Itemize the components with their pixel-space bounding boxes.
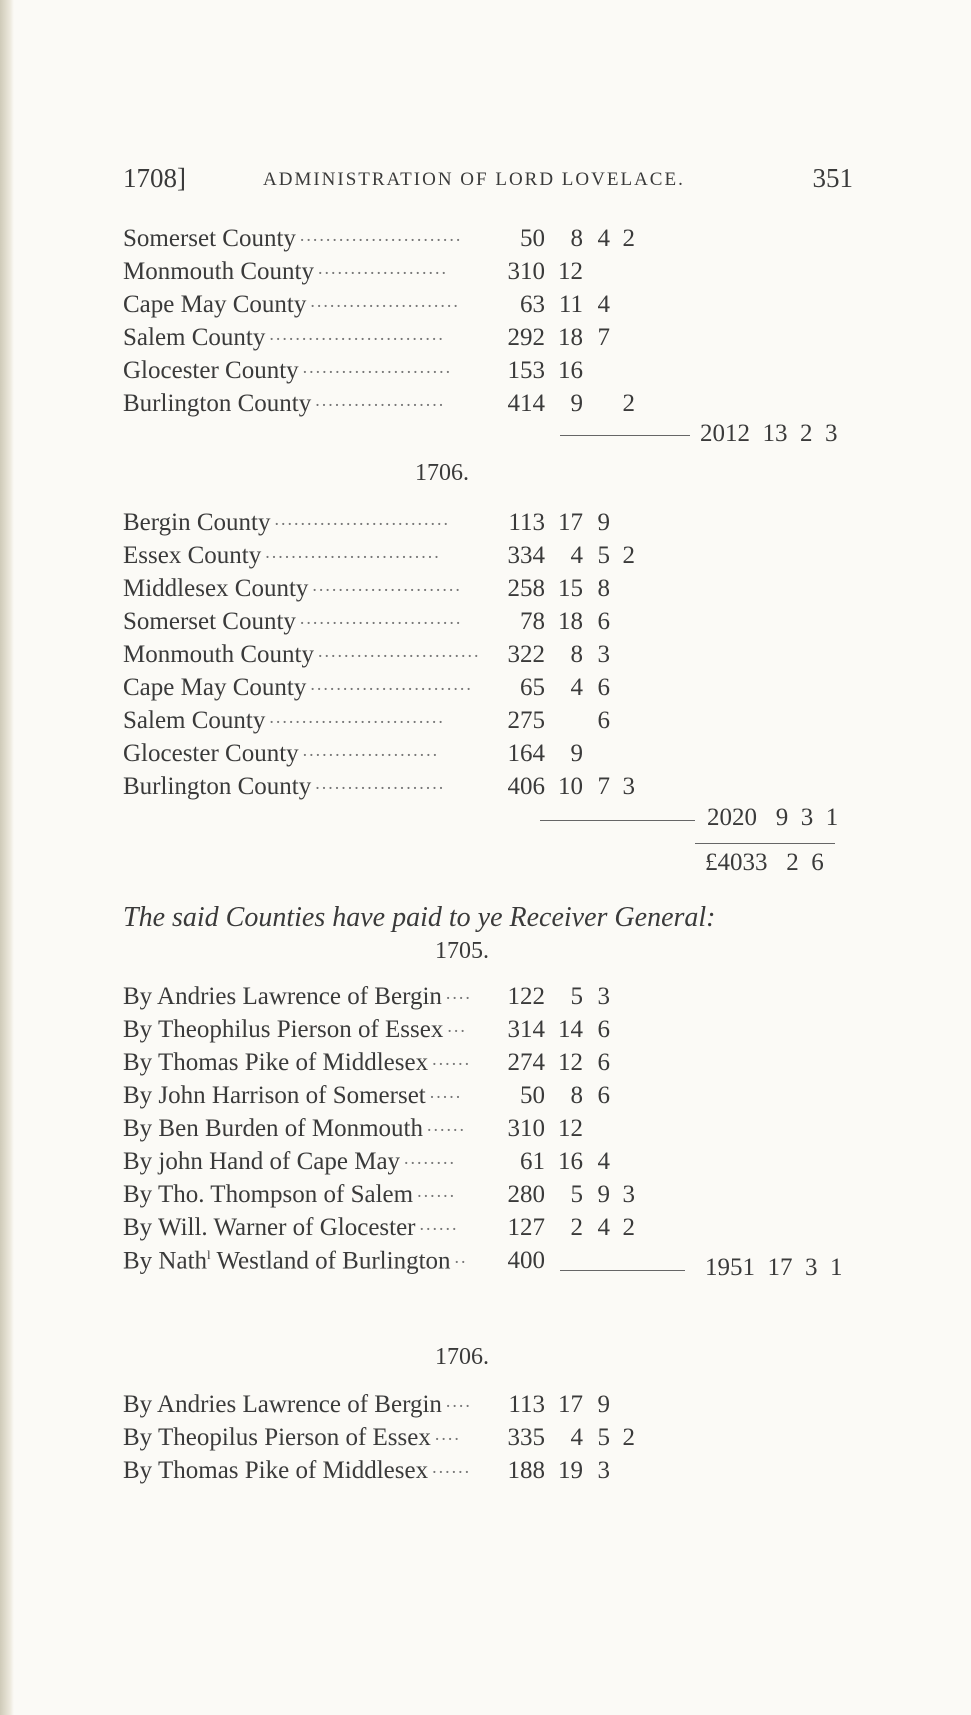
row-name-superscript: l: [207, 1247, 211, 1262]
pence-value: 9: [597, 1391, 610, 1418]
shillings-value: 5: [570, 983, 583, 1010]
header-title: ADMINISTRATION OF LORD LOVELACE.: [263, 169, 685, 190]
leader-dots: .......................: [302, 357, 453, 377]
grand-total-pounds: £4033: [705, 849, 768, 876]
pence-value: 4: [597, 1214, 610, 1241]
pounds-value: 310: [507, 1115, 545, 1142]
shillings-value: 4: [570, 1424, 583, 1451]
leader-dots: ....................: [315, 773, 446, 793]
pence-value: 6: [597, 608, 610, 635]
pence-value: 7: [597, 773, 610, 800]
subtotal-rule: [540, 820, 695, 821]
total-pence: 3: [800, 804, 814, 831]
row-name: Glocester County: [123, 740, 299, 767]
fraction-value: 2: [622, 225, 635, 252]
leader-dots: ....................: [315, 390, 446, 410]
pence-value: 6: [597, 674, 610, 701]
shillings-value: 5: [570, 1181, 583, 1208]
row-name: Middlesex County: [123, 575, 309, 602]
pounds-value: 78: [520, 608, 545, 635]
leader-dots: .....: [429, 1082, 463, 1102]
leader-dots: ....: [434, 1424, 461, 1444]
shillings-value: 12: [558, 1115, 583, 1142]
row-name: Somerset County: [123, 608, 296, 635]
leader-dots: ........: [404, 1148, 457, 1168]
fraction-value: 3: [622, 773, 635, 800]
row-name: By Andries Lawrence of Bergin: [123, 1391, 442, 1418]
row-name: Salem County: [123, 324, 266, 351]
pence-value: 6: [597, 1016, 610, 1043]
shillings-value: 8: [570, 641, 583, 668]
pounds-value: 275: [507, 707, 545, 734]
row-name: Burlington County: [123, 773, 312, 800]
pounds-value: 400: [507, 1247, 545, 1274]
row-name: By Thomas Pike of Middlesex: [123, 1049, 429, 1076]
row-name: By Thomas Pike of Middlesex: [123, 1457, 429, 1484]
row-name: By Theophilus Pierson of Essex: [123, 1016, 444, 1043]
row-name: By Theopilus Pierson of Essex: [123, 1424, 431, 1451]
pounds-value: 113: [508, 1391, 545, 1418]
shillings-value: 12: [558, 258, 583, 285]
fraction-value: 2: [622, 1214, 635, 1241]
grand-total: [705, 849, 824, 877]
shillings-value: 8: [570, 1082, 583, 1109]
pence-value: 5: [597, 542, 610, 569]
leader-dots: ...: [447, 1016, 467, 1036]
pence-value: 3: [597, 983, 610, 1010]
leader-dots: ..: [454, 1247, 468, 1267]
total-1706: [707, 804, 838, 832]
row-name: By John Harrison of Somerset: [123, 1082, 426, 1109]
pounds-value: 292: [507, 324, 545, 351]
row-name: By Andries Lawrence of Bergin: [123, 983, 442, 1010]
shillings-value: 14: [558, 1016, 583, 1043]
row-name: By Tho. Thompson of Salem: [123, 1181, 414, 1208]
shillings-value: 16: [558, 357, 583, 384]
row-name-rest: Westland of Burlington: [210, 1247, 451, 1275]
pounds-value: 153: [507, 357, 545, 384]
page-number: 351: [812, 163, 853, 193]
header-year: 1708]: [123, 163, 186, 193]
leader-dots: .......................: [310, 291, 460, 311]
total-shillings: 17: [767, 1254, 793, 1281]
pounds-value: 113: [508, 509, 545, 536]
shillings-value: 8: [570, 225, 583, 252]
pence-value: 7: [597, 324, 610, 351]
total-pence: 3: [805, 1254, 818, 1281]
row-name: Cape May County: [123, 291, 307, 318]
row-name: Burlington County: [123, 390, 312, 417]
leader-dots: ......: [427, 1115, 466, 1135]
total-farthings: 1: [825, 804, 839, 831]
pence-value: 6: [597, 1049, 610, 1076]
shillings-value: 18: [558, 324, 583, 351]
leader-dots: ...........................: [269, 707, 445, 727]
total-paid-1705: [705, 1254, 843, 1282]
grand-total-pence: 6: [811, 849, 824, 876]
pounds-value: 335: [507, 1424, 545, 1451]
pounds-value: 61: [520, 1148, 545, 1175]
pence-value: 9: [597, 1181, 610, 1208]
pence-value: 6: [597, 707, 610, 734]
row-name: Bergin County: [123, 509, 271, 536]
row-name: Glocester County: [123, 357, 299, 384]
row-name: Monmouth County: [123, 258, 314, 285]
shillings-value: 17: [558, 509, 583, 536]
fraction-value: 2: [622, 1424, 635, 1451]
leader-dots: ...........................: [269, 324, 445, 344]
row-name: By Ben Burden of Monmouth: [123, 1115, 423, 1142]
shillings-value: 4: [570, 542, 583, 569]
row-name: By Nath$^l$ Westland of Burlington: [123, 1247, 451, 1275]
pounds-value: 258: [507, 575, 545, 602]
year-1705-heading: 1705.: [435, 938, 489, 964]
leader-dots: ...........................: [274, 509, 450, 529]
row-name: Essex County: [123, 542, 262, 569]
shillings-value: 18: [558, 608, 583, 635]
pounds-value: 50: [520, 1082, 545, 1109]
row-name: Cape May County: [123, 674, 307, 701]
total-shillings: 13: [762, 420, 788, 447]
shillings-value: 9: [570, 740, 583, 767]
subtotal-rule: [560, 435, 690, 436]
fraction-value: 3: [622, 1181, 635, 1208]
leader-dots: .........................: [318, 641, 481, 661]
leader-dots: ...........................: [265, 542, 441, 562]
row-name: By Will. Warner of Glocester: [123, 1214, 416, 1241]
pence-value: 4: [597, 291, 610, 318]
total-pounds: 2020: [707, 804, 757, 831]
shillings-value: 4: [570, 674, 583, 701]
shillings-value: 11: [558, 291, 583, 318]
pounds-value: 406: [507, 773, 545, 800]
pence-value: 3: [597, 641, 610, 668]
page-binding-edge: [0, 0, 14, 1715]
leader-dots: .........................: [299, 608, 463, 628]
total-shillings: 9: [775, 804, 789, 831]
leader-dots: .......................: [312, 575, 462, 595]
shillings-value: 16: [558, 1148, 583, 1175]
page-header: [123, 163, 853, 203]
row-name: Somerset County: [123, 225, 296, 252]
pounds-value: 322: [507, 641, 545, 668]
row-name: Salem County: [123, 707, 266, 734]
fraction-value: 2: [622, 390, 635, 417]
shillings-value: 15: [558, 575, 583, 602]
leader-dots: ....................: [318, 258, 448, 278]
leader-dots: ....: [445, 1391, 472, 1411]
pence-value: 4: [597, 1148, 610, 1175]
shillings-value: 12: [558, 1049, 583, 1076]
pence-value: 8: [597, 575, 610, 602]
pounds-value: 50: [520, 225, 545, 252]
shillings-value: 19: [558, 1457, 583, 1484]
total-1705: [700, 420, 838, 448]
grand-total-shillings: 2: [786, 849, 799, 876]
shillings-value: 17: [558, 1391, 583, 1418]
fraction-value: 2: [622, 542, 635, 569]
total-pounds: 2012: [700, 420, 750, 447]
total-farthings: 3: [825, 420, 838, 447]
row-name: Monmouth County: [123, 641, 314, 668]
pence-value: 4: [597, 225, 610, 252]
leader-dots: ......: [417, 1181, 457, 1201]
pounds-value: 274: [507, 1049, 545, 1076]
pence-value: 6: [597, 1082, 610, 1109]
total-pence: 2: [800, 420, 813, 447]
year-1706-heading-paid: 1706.: [435, 1344, 489, 1370]
pence-value: 9: [597, 509, 610, 536]
row-name: By john Hand of Cape May: [123, 1148, 401, 1175]
pounds-value: 414: [507, 390, 545, 417]
pounds-value: 63: [520, 291, 545, 318]
pounds-value: 164: [507, 740, 545, 767]
pounds-value: 334: [507, 542, 545, 569]
pounds-value: 122: [507, 983, 545, 1010]
pounds-value: 310: [507, 258, 545, 285]
shillings-value: 2: [570, 1214, 583, 1241]
leader-dots: .........................: [299, 225, 463, 245]
leader-dots: ......: [432, 1049, 472, 1069]
pounds-value: 127: [507, 1214, 545, 1241]
leader-dots: ......: [419, 1214, 459, 1234]
shillings-value: 9: [570, 390, 583, 417]
pence-value: 5: [597, 1424, 610, 1451]
year-1706-heading: 1706.: [415, 460, 469, 486]
paid-heading: The said Counties have paid to ye Receiver General:: [123, 902, 716, 933]
subtotal-rule: [560, 1270, 685, 1271]
leader-dots: ......: [432, 1457, 472, 1477]
pence-value: 3: [597, 1457, 610, 1484]
leader-dots: ....: [445, 983, 472, 1003]
pounds-value: 188: [507, 1457, 545, 1484]
grand-total-rule: [695, 843, 835, 844]
pounds-value: 314: [507, 1016, 545, 1043]
total-farthings: 1: [830, 1254, 843, 1281]
pounds-value: 280: [507, 1181, 545, 1208]
pounds-value: 65: [520, 674, 545, 701]
total-pounds: 1951: [705, 1254, 755, 1281]
leader-dots: .....................: [302, 740, 440, 760]
leader-dots: .........................: [310, 674, 473, 694]
shillings-value: 10: [558, 773, 583, 800]
